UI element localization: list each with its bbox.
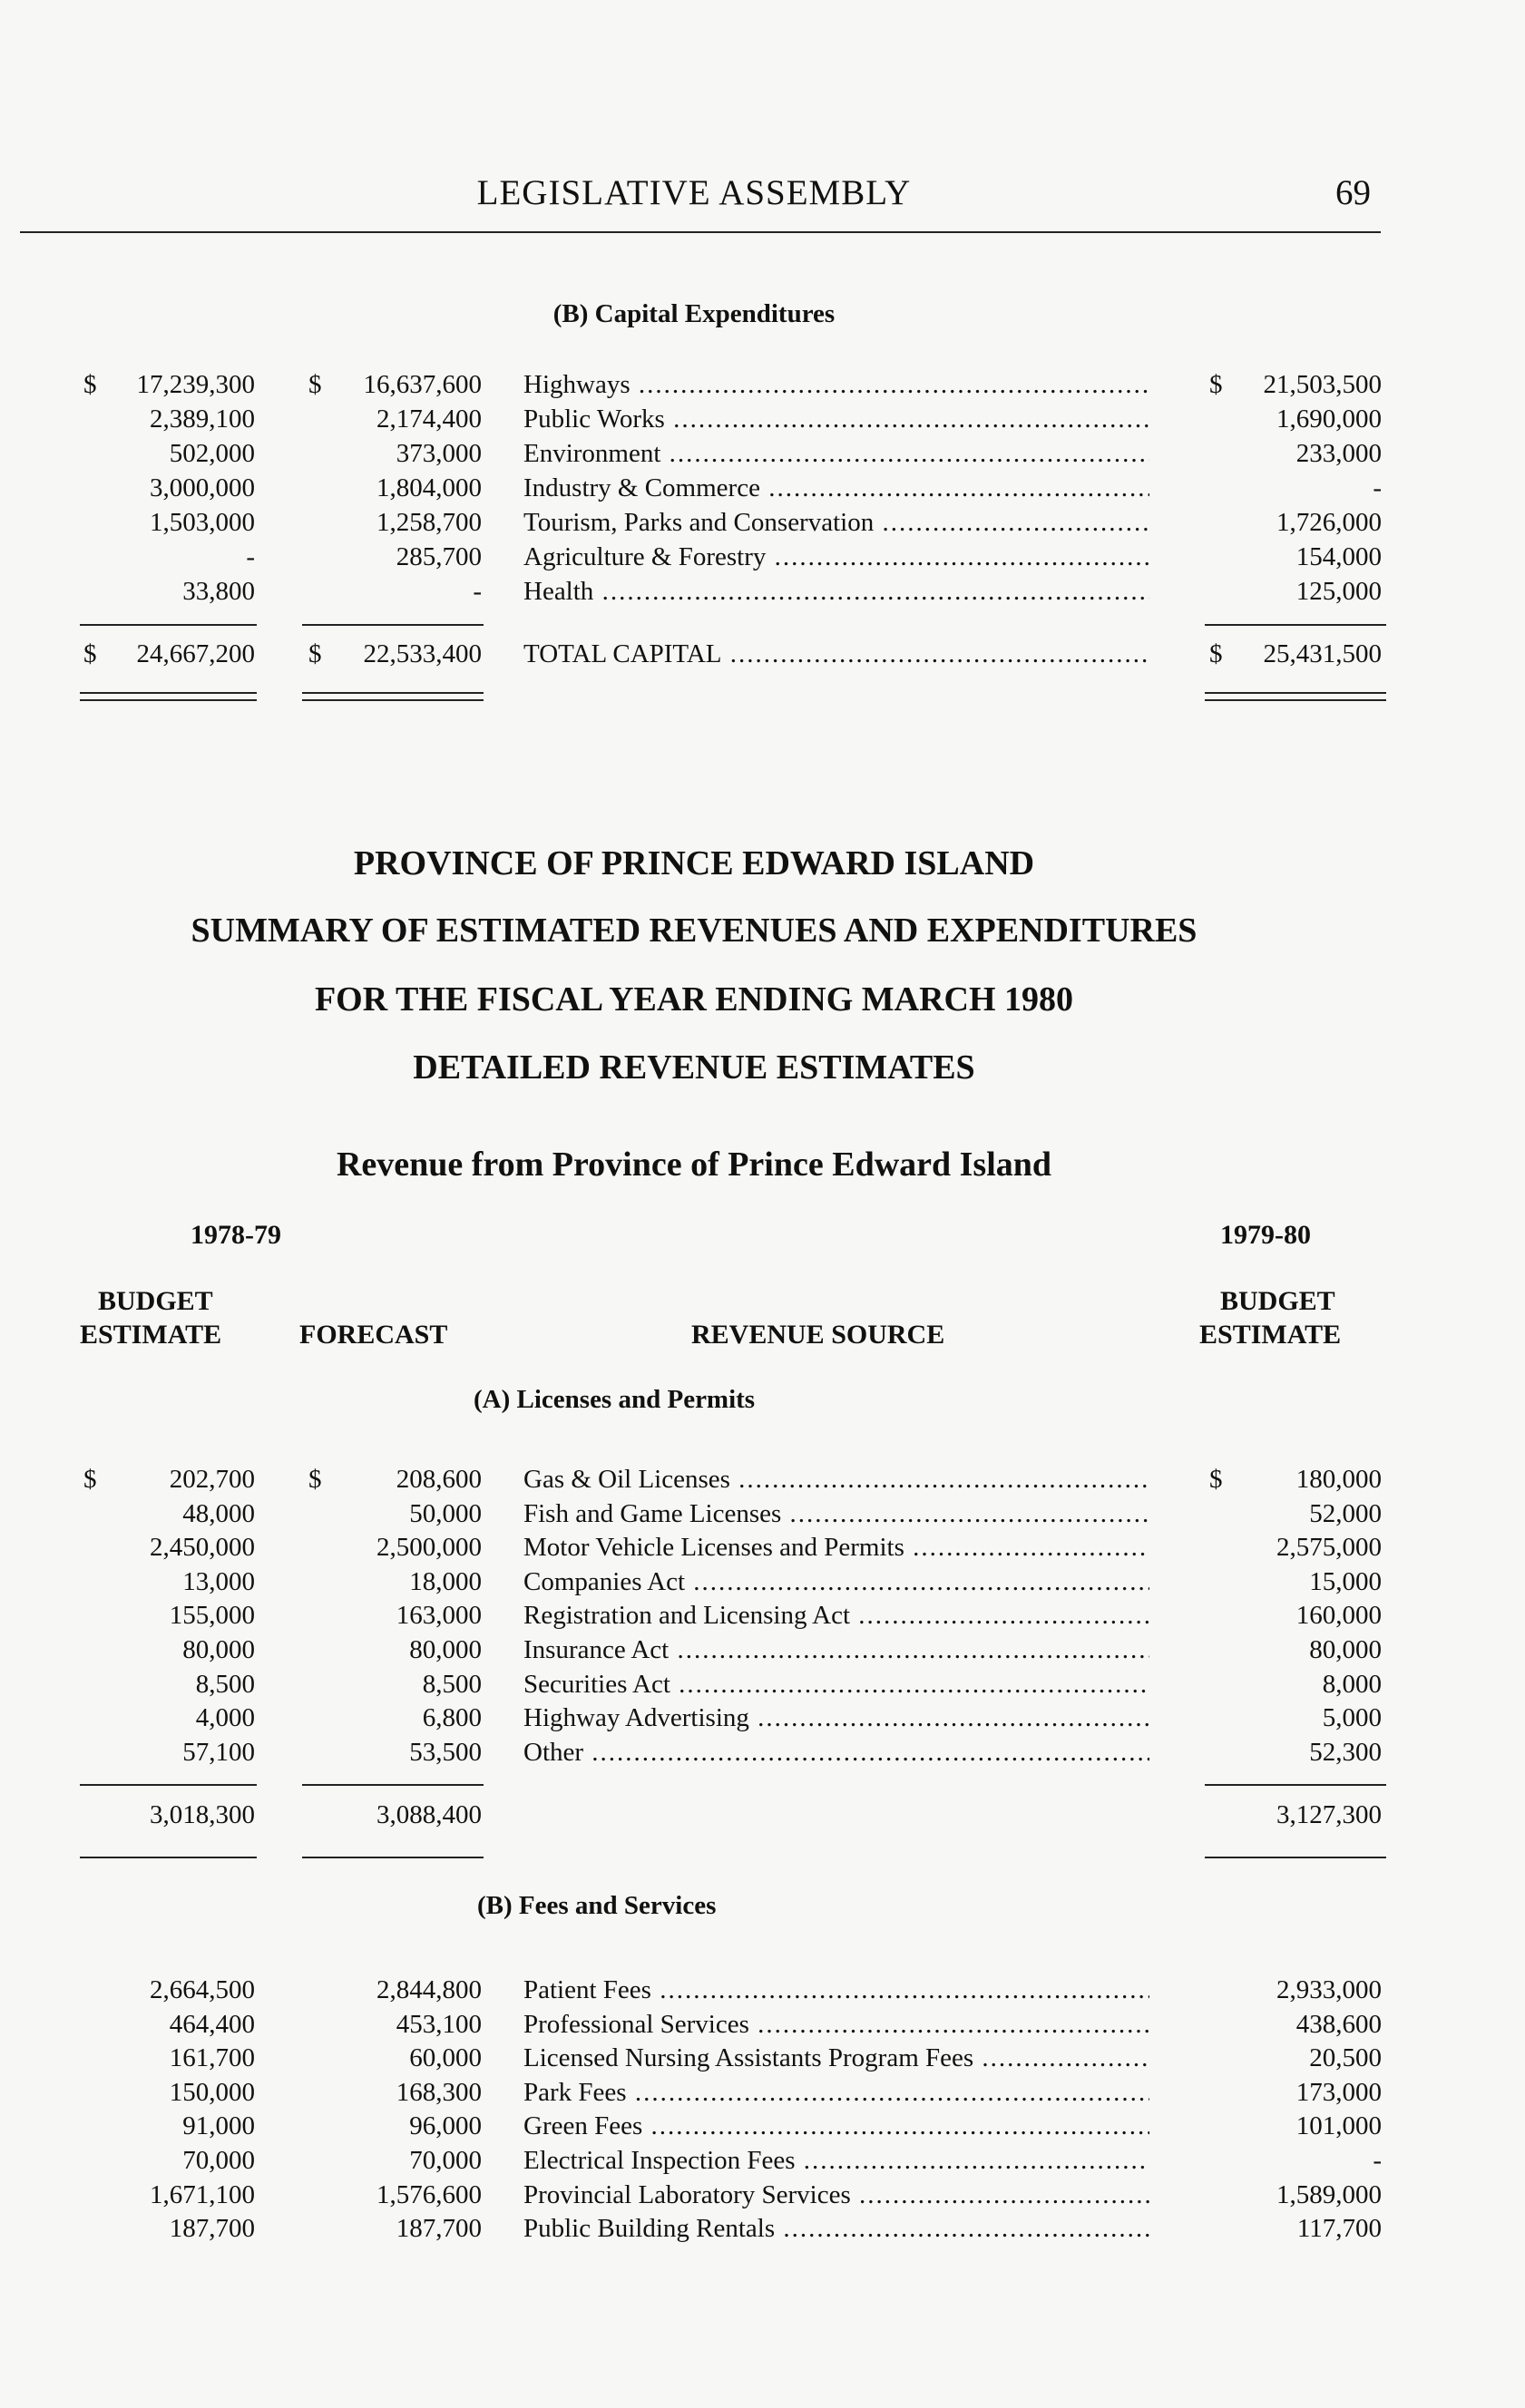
cell-budget-prev: 150,000 bbox=[169, 2077, 255, 2107]
cell-budget-next: 1,690,000 bbox=[1276, 405, 1382, 434]
cell-budget-prev: - bbox=[246, 542, 255, 571]
currency-sign: $ bbox=[308, 639, 322, 668]
description-text: Fish and Game Licenses ..... bbox=[523, 1499, 1149, 1528]
cell-forecast: 1,258,700 bbox=[376, 508, 482, 537]
double-rule-top bbox=[302, 692, 484, 694]
subtotal-rule-bottom bbox=[80, 1857, 257, 1858]
table-row bbox=[0, 1530, 1525, 1565]
description-text: Provincial Laboratory Services ..... bbox=[523, 2180, 1149, 2209]
cell-forecast: 1,804,000 bbox=[376, 473, 482, 502]
subtotal-forecast: 3,088,400 bbox=[376, 1800, 482, 1829]
table-row bbox=[0, 1701, 1525, 1735]
cell-budget-prev: 2,389,100 bbox=[150, 405, 255, 434]
description-text: Registration and Licensing Act ..... bbox=[523, 1601, 1149, 1630]
cell-budget-next: 21,503,500 bbox=[1263, 370, 1382, 399]
cell-budget-prev: 1,503,000 bbox=[150, 508, 255, 537]
description-text: Public Building Rentals ..... bbox=[523, 2214, 1149, 2243]
year-left: 1978-79 bbox=[191, 1220, 281, 1250]
cell-budget-next: 52,300 bbox=[1309, 1737, 1382, 1767]
cell-budget-prev: 70,000 bbox=[182, 2146, 255, 2175]
description-text: Professional Services ..... bbox=[523, 2010, 1149, 2039]
description-text: Highway Advertising ..... bbox=[523, 1703, 1149, 1732]
title-summary: SUMMARY OF ESTIMATED REVENUES AND EXPENDITURES bbox=[191, 912, 1198, 950]
table-row bbox=[0, 2178, 1525, 2212]
col-estimate-left: ESTIMATE bbox=[80, 1320, 222, 1350]
table-row bbox=[0, 2075, 1525, 2110]
table-row bbox=[0, 1667, 1525, 1701]
cell-description bbox=[523, 1735, 1149, 1769]
table-row bbox=[0, 436, 1525, 471]
cell-budget-prev: 202,700 bbox=[169, 1465, 255, 1494]
cell-budget-next: 180,000 bbox=[1295, 1465, 1382, 1494]
cell-forecast: 53,500 bbox=[409, 1737, 482, 1767]
cell-budget-prev: 48,000 bbox=[182, 1498, 255, 1528]
title-fiscal-year: FOR THE FISCAL YEAR ENDING MARCH 1980 bbox=[314, 980, 1074, 1019]
description-text: Licensed Nursing Assistants Program Fees ..... bbox=[523, 2043, 1149, 2072]
cell-description bbox=[523, 1462, 1149, 1496]
description-text: Agriculture & Forestry ..... bbox=[523, 542, 1149, 571]
description-text: Patient Fees ..... bbox=[523, 1975, 1149, 2004]
cell-description bbox=[523, 367, 1149, 402]
col-estimate-right: ESTIMATE bbox=[1199, 1320, 1342, 1350]
table-row bbox=[0, 1633, 1525, 1667]
table-row bbox=[0, 2041, 1525, 2075]
subtotal-rule-bottom bbox=[302, 1857, 484, 1858]
cell-budget-next: 8,000 bbox=[1322, 1669, 1382, 1699]
subtotal-rule bbox=[302, 1784, 484, 1786]
title-detailed: DETAILED REVENUE ESTIMATES bbox=[413, 1048, 975, 1087]
description-text: Tourism, Parks and Conservation ..... bbox=[523, 508, 1149, 537]
cell-budget-next: 233,000 bbox=[1295, 439, 1382, 468]
page-header-title: LEGISLATIVE ASSEMBLY bbox=[476, 173, 912, 212]
double-rule-top bbox=[80, 692, 257, 694]
cell-description bbox=[523, 574, 1149, 609]
cell-description bbox=[523, 2041, 1149, 2075]
cell-forecast: 285,700 bbox=[396, 542, 482, 571]
col-budget-right: BUDGET bbox=[1220, 1286, 1335, 1316]
total-row bbox=[0, 637, 1525, 671]
double-rule-bottom bbox=[302, 699, 484, 701]
cell-forecast: 168,300 bbox=[396, 2077, 482, 2107]
cell-budget-next: 2,933,000 bbox=[1276, 1975, 1382, 2004]
cell-forecast: 16,637,600 bbox=[363, 370, 482, 399]
cell-forecast: 8,500 bbox=[422, 1669, 482, 1699]
cell-budget-prev: 57,100 bbox=[182, 1737, 255, 1767]
table-row bbox=[0, 1973, 1525, 2007]
subtotal-rule bbox=[80, 624, 257, 626]
cell-budget-next: 1,726,000 bbox=[1276, 508, 1382, 537]
description-text: Public Works ..... bbox=[523, 405, 1149, 434]
table-row bbox=[0, 1496, 1525, 1531]
currency-sign: $ bbox=[83, 370, 97, 399]
description-text: Securities Act ..... bbox=[523, 1670, 1149, 1699]
cell-budget-prev: 187,700 bbox=[169, 2214, 255, 2244]
cell-budget-prev: 17,239,300 bbox=[136, 370, 255, 399]
cell-budget-prev: 2,664,500 bbox=[150, 1975, 255, 2004]
cell-forecast: - bbox=[473, 577, 482, 606]
cell-description bbox=[523, 505, 1149, 540]
subtitle-revenue: Revenue from Province of Prince Edward Island bbox=[336, 1146, 1052, 1184]
cell-budget-prev: 502,000 bbox=[169, 439, 255, 468]
cell-forecast: 50,000 bbox=[409, 1498, 482, 1528]
cell-forecast: 18,000 bbox=[409, 1566, 482, 1596]
currency-sign: $ bbox=[308, 370, 322, 399]
cell-forecast: 2,174,400 bbox=[376, 405, 482, 434]
cell-forecast: 6,800 bbox=[422, 1703, 482, 1733]
cell-description bbox=[523, 1530, 1149, 1565]
description-text: Health ..... bbox=[523, 577, 1149, 606]
cell-forecast: 2,844,800 bbox=[376, 1975, 482, 2004]
double-rule-bottom bbox=[80, 699, 257, 701]
cell-forecast: 453,100 bbox=[396, 2009, 482, 2039]
total-budget-next: 25,431,500 bbox=[1263, 639, 1382, 668]
cell-description bbox=[523, 1633, 1149, 1667]
cell-budget-prev: 3,000,000 bbox=[150, 473, 255, 502]
currency-sign: $ bbox=[1209, 1465, 1223, 1494]
cell-budget-next: 117,700 bbox=[1296, 2214, 1382, 2244]
header-divider bbox=[20, 231, 1381, 233]
currency-sign: $ bbox=[1209, 639, 1223, 668]
description-text: Other ..... bbox=[523, 1738, 1149, 1767]
cell-description bbox=[523, 2143, 1149, 2178]
cell-budget-next: 154,000 bbox=[1295, 542, 1382, 571]
double-rule-bottom bbox=[1205, 699, 1386, 701]
total-forecast: 22,533,400 bbox=[363, 639, 482, 668]
total-label: TOTAL CAPITAL ..... bbox=[523, 639, 1149, 668]
cell-forecast: 373,000 bbox=[396, 439, 482, 468]
total-description bbox=[523, 637, 1149, 671]
cell-budget-next: 20,500 bbox=[1309, 2043, 1382, 2073]
description-text: Companies Act ..... bbox=[523, 1567, 1149, 1596]
title-province: PROVINCE OF PRINCE EDWARD ISLAND bbox=[353, 844, 1035, 882]
cell-forecast: 80,000 bbox=[409, 1635, 482, 1664]
subtotal-rule bbox=[1205, 1784, 1386, 1786]
cell-budget-prev: 80,000 bbox=[182, 1635, 255, 1664]
cell-budget-prev: 155,000 bbox=[169, 1601, 255, 1631]
description-text: Highways ..... bbox=[523, 370, 1149, 399]
cell-budget-prev: 4,000 bbox=[195, 1703, 255, 1733]
subtotal-rule bbox=[1205, 624, 1386, 626]
section-heading-capital: (B) Capital Expenditures bbox=[552, 299, 836, 328]
cell-budget-next: 173,000 bbox=[1295, 2077, 1382, 2107]
table-row bbox=[0, 2109, 1525, 2143]
subtotal-row bbox=[0, 1798, 1525, 1832]
table-row bbox=[0, 367, 1525, 402]
cell-description bbox=[523, 1598, 1149, 1633]
table-row bbox=[0, 505, 1525, 540]
cell-forecast: 187,700 bbox=[396, 2214, 482, 2244]
cell-budget-next: 15,000 bbox=[1309, 1566, 1382, 1596]
page-number: 69 bbox=[1335, 173, 1371, 212]
currency-sign: $ bbox=[308, 1465, 322, 1494]
cell-budget-prev: 1,671,100 bbox=[150, 2179, 255, 2209]
year-right: 1979-80 bbox=[1220, 1220, 1311, 1250]
description-text: Insurance Act ..... bbox=[523, 1635, 1149, 1664]
cell-budget-prev: 33,800 bbox=[182, 577, 255, 606]
cell-budget-next: 2,575,000 bbox=[1276, 1533, 1382, 1563]
col-forecast: FORECAST bbox=[299, 1320, 448, 1350]
description-text: Environment ..... bbox=[523, 439, 1149, 468]
table-row bbox=[0, 574, 1525, 609]
section-heading-licenses: (A) Licenses and Permits bbox=[474, 1385, 756, 1414]
cell-budget-next: 1,589,000 bbox=[1276, 2179, 1382, 2209]
subtotal-rule bbox=[80, 1784, 257, 1786]
cell-budget-prev: 2,450,000 bbox=[150, 1533, 255, 1563]
cell-description bbox=[523, 1496, 1149, 1531]
cell-budget-prev: 161,700 bbox=[169, 2043, 255, 2073]
table-row bbox=[0, 1462, 1525, 1496]
subtotal-budget-next: 3,127,300 bbox=[1276, 1800, 1382, 1829]
table-row bbox=[0, 540, 1525, 574]
cell-description bbox=[523, 1701, 1149, 1735]
cell-description bbox=[523, 1973, 1149, 2007]
cell-description bbox=[523, 2178, 1149, 2212]
cell-budget-next: - bbox=[1373, 2146, 1382, 2175]
cell-budget-prev: 464,400 bbox=[169, 2009, 255, 2039]
col-revenue-source: REVENUE SOURCE bbox=[691, 1320, 945, 1350]
col-budget-left: BUDGET bbox=[98, 1286, 213, 1316]
double-rule-top bbox=[1205, 692, 1386, 694]
cell-budget-next: 5,000 bbox=[1322, 1703, 1382, 1733]
cell-budget-next: 52,000 bbox=[1309, 1498, 1382, 1528]
subtotal-rule-bottom bbox=[1205, 1857, 1386, 1858]
table-row bbox=[0, 402, 1525, 436]
description-text: Gas & Oil Licenses ..... bbox=[523, 1465, 1149, 1494]
description-text: Electrical Inspection Fees ..... bbox=[523, 2146, 1149, 2175]
cell-forecast: 208,600 bbox=[396, 1465, 482, 1494]
cell-forecast: 1,576,600 bbox=[376, 2179, 482, 2209]
cell-description bbox=[523, 540, 1149, 574]
cell-budget-next: 125,000 bbox=[1295, 577, 1382, 606]
cell-forecast: 70,000 bbox=[409, 2146, 482, 2175]
cell-description bbox=[523, 2211, 1149, 2246]
cell-budget-next: - bbox=[1373, 473, 1382, 502]
table-row bbox=[0, 1598, 1525, 1633]
cell-forecast: 2,500,000 bbox=[376, 1533, 482, 1563]
description-text: Green Fees ..... bbox=[523, 2111, 1149, 2140]
subtotal-rule bbox=[302, 624, 484, 626]
cell-description bbox=[523, 2007, 1149, 2042]
currency-sign: $ bbox=[83, 639, 97, 668]
cell-budget-next: 80,000 bbox=[1309, 1635, 1382, 1664]
cell-description bbox=[523, 436, 1149, 471]
currency-sign: $ bbox=[1209, 370, 1223, 399]
cell-budget-prev: 13,000 bbox=[182, 1566, 255, 1596]
table-row bbox=[0, 1565, 1525, 1599]
cell-description bbox=[523, 1565, 1149, 1599]
description-text: Motor Vehicle Licenses and Permits ..... bbox=[523, 1533, 1149, 1562]
currency-sign: $ bbox=[83, 1465, 97, 1494]
cell-budget-next: 438,600 bbox=[1295, 2009, 1382, 2039]
table-row bbox=[0, 2007, 1525, 2042]
table-row bbox=[0, 2211, 1525, 2246]
table-row bbox=[0, 1735, 1525, 1769]
subtotal-budget-prev: 3,018,300 bbox=[150, 1800, 255, 1829]
cell-budget-prev: 8,500 bbox=[195, 1669, 255, 1699]
cell-description bbox=[523, 471, 1149, 505]
cell-description bbox=[523, 1667, 1149, 1701]
cell-description bbox=[523, 2075, 1149, 2110]
cell-forecast: 60,000 bbox=[409, 2043, 482, 2073]
cell-description bbox=[523, 402, 1149, 436]
cell-forecast: 96,000 bbox=[409, 2111, 482, 2141]
table-row bbox=[0, 471, 1525, 505]
total-budget-prev: 24,667,200 bbox=[136, 639, 255, 668]
section-heading-fees: (B) Fees and Services bbox=[477, 1891, 717, 1920]
cell-description bbox=[523, 2109, 1149, 2143]
description-text: Park Fees ..... bbox=[523, 2078, 1149, 2107]
cell-budget-next: 101,000 bbox=[1295, 2111, 1382, 2141]
cell-forecast: 163,000 bbox=[396, 1601, 482, 1631]
description-text: Industry & Commerce ..... bbox=[523, 473, 1149, 502]
table-row bbox=[0, 2143, 1525, 2178]
cell-budget-prev: 91,000 bbox=[182, 2111, 255, 2141]
cell-budget-next: 160,000 bbox=[1295, 1601, 1382, 1631]
